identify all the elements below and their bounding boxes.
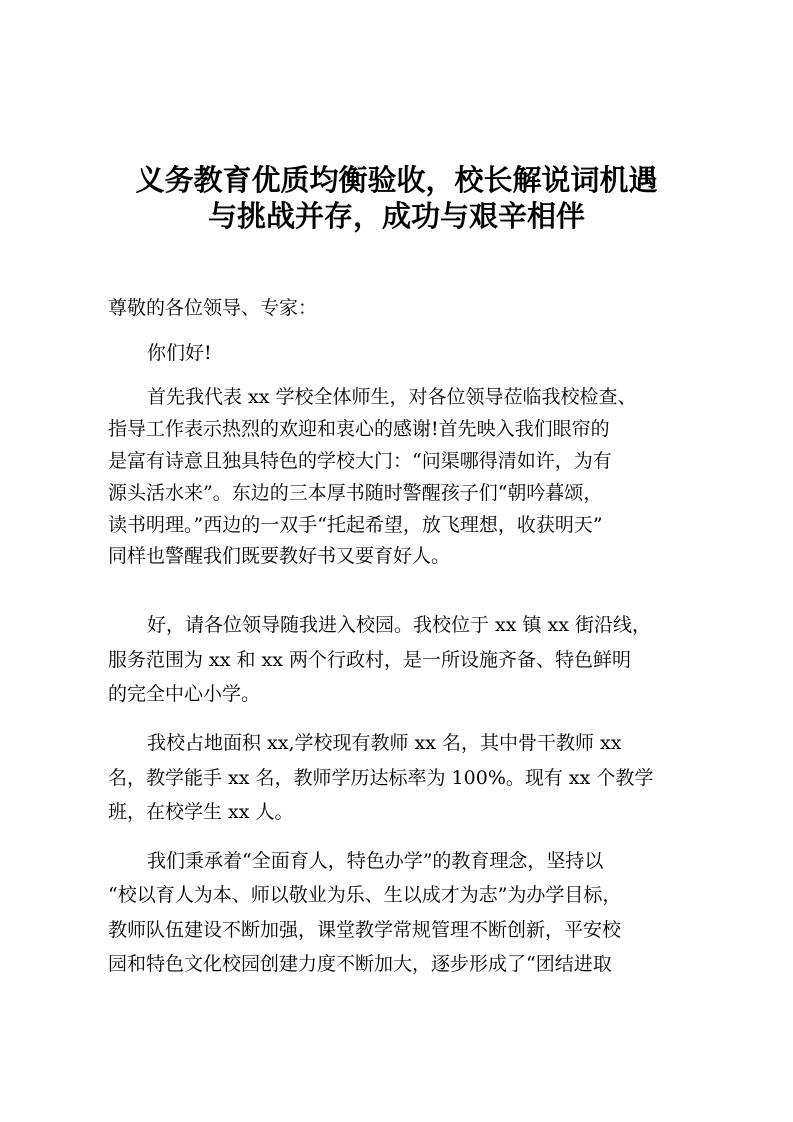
paragraph-line: 我校占地面积 xx,学校现有教师 xx 名，其中骨干教师 xx: [147, 732, 622, 754]
salutation: 尊敬的各位领导、专家：: [108, 297, 318, 319]
paragraph-line: 教师队伍建设不断加强，课堂教学常规管理不断创新，平安校: [108, 919, 622, 941]
paragraph-line: 的完全中心小学。: [108, 683, 261, 705]
paragraph-line: 园和特色文化校园创建力度不断加大，逐步形成了“团结进取: [108, 953, 612, 975]
paragraph-line: 名，教学能手 xx 名，教师学历达标率为 100%。现有 xx 个教学: [108, 767, 654, 789]
paragraph-line: 同样也警醒我们既要教好书又要育好人。: [108, 545, 451, 567]
paragraph-line: 服务范围为 xx 和 xx 两个行政村，是一所设施齐备、特色鲜明: [108, 649, 632, 671]
document-title-line-1: 义务教育优质均衡验收，校长解说词机遇: [135, 163, 658, 197]
greeting: 你们好!: [147, 342, 212, 364]
paragraph-line: 班，在校学生 xx 人。: [108, 801, 294, 823]
paragraph-line: “校以育人为本、师以敬业为乐、生以成才为志”为办学目标，: [108, 884, 622, 906]
paragraph-line: 源头活水来”。东边的三本厚书随时警醒孩子们“朝吟暮颂，: [108, 482, 603, 504]
paragraph-line: 我们秉承着“全面育人，特色办学”的教育理念，坚持以: [147, 850, 604, 872]
paragraph-line: 是富有诗意且独具特色的学校大门：“问渠哪得清如许，为有: [108, 450, 612, 472]
paragraph-line: 首先我代表 xx 学校全体师生，对各位领导莅临我校检查、: [147, 386, 637, 408]
document-title-line-2: 与挑战并存，成功与艰辛相伴: [207, 199, 585, 233]
paragraph-line: 指导工作表示热烈的欢迎和衷心的感谢!首先映入我们眼帘的: [108, 418, 610, 440]
paragraph-line: 读书明理。”西边的一双手“托起希望，放飞理想，收获明天”: [108, 514, 603, 536]
paragraph-line: 好，请各位领导随我进入校园。我校位于 xx 镇 xx 街沿线，: [147, 614, 652, 636]
